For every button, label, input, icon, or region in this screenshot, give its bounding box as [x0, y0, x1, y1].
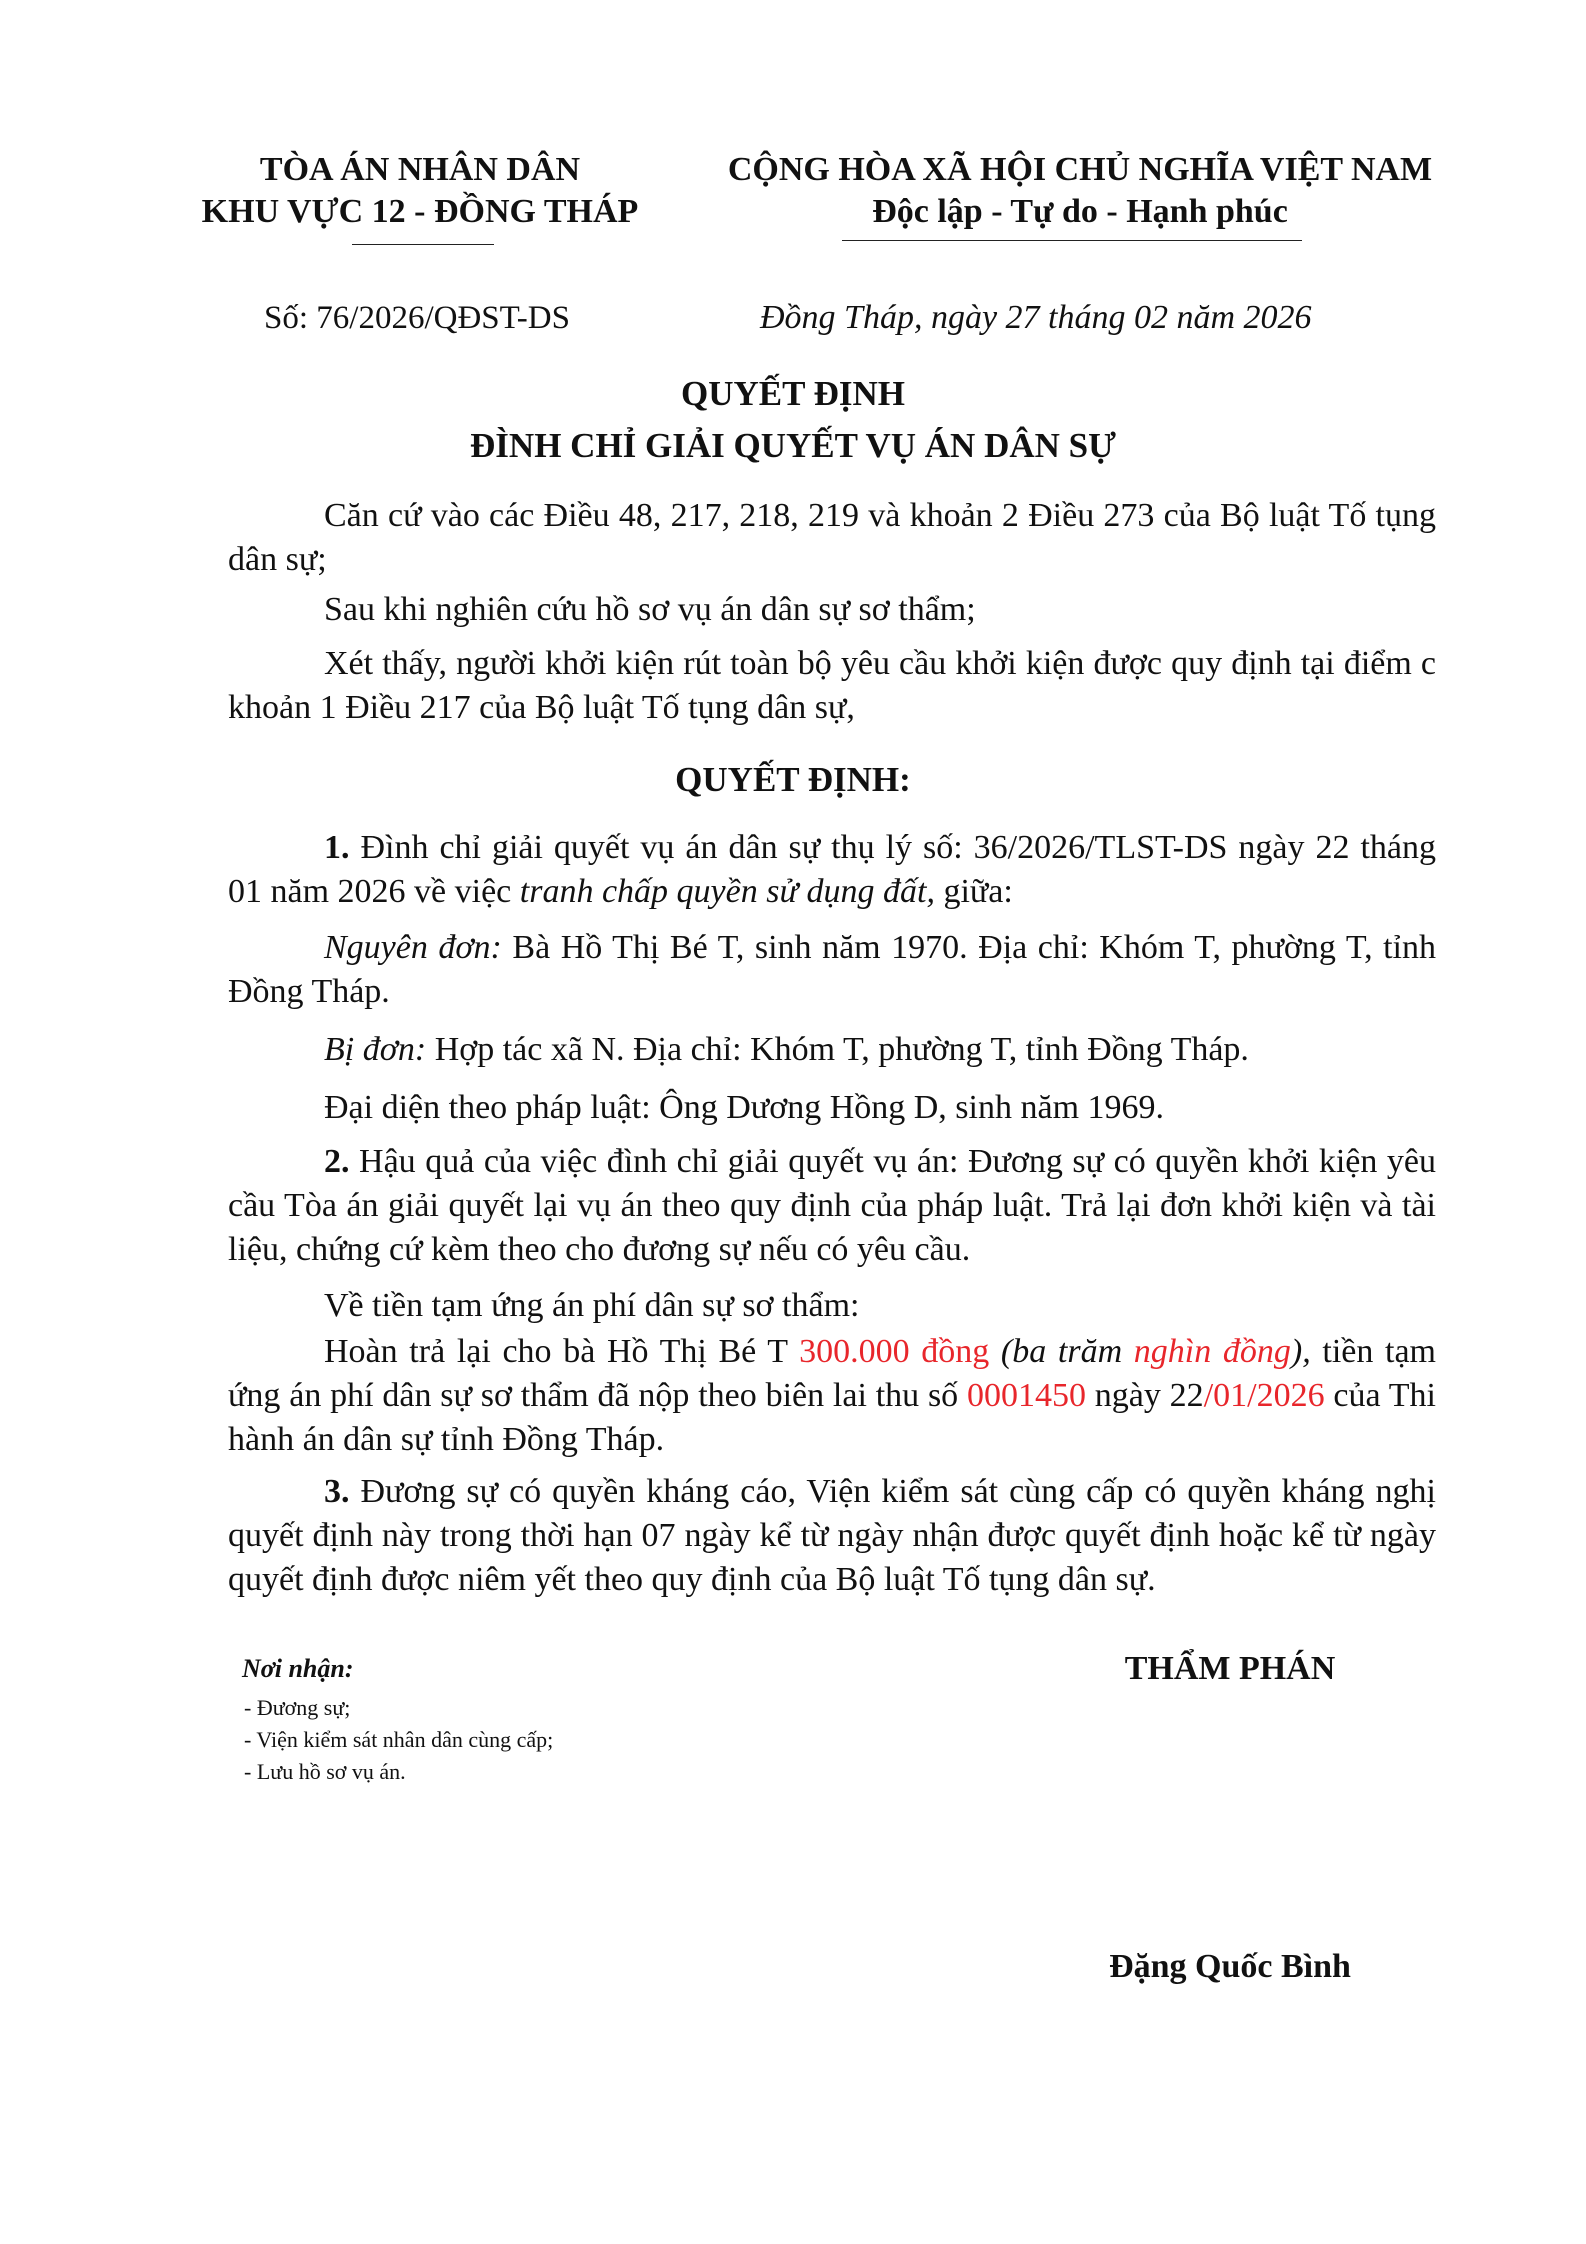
document-number: Số: 76/2026/QĐST-DS [264, 300, 570, 336]
refund-amount-words: nghìn đồng [1133, 1333, 1291, 1370]
court-name-line2: KHU VỰC 12 - ĐỒNG THÁP [201, 193, 639, 230]
plaintiff-text: Bà Hồ Thị Bé T, sinh năm 1970. Địa chỉ: Khóm T, phường T, tỉnh Đồng Tháp. [228, 929, 1436, 1010]
signer-name: Đặng Quốc Bình [1109, 1948, 1351, 1985]
national-title: CỘNG HÒA XÃ HỘI CHỦ NGHĨA VIỆT NAM [727, 151, 1433, 188]
receipt-date: /01/2026 [1203, 1377, 1325, 1414]
plaintiff-info [228, 926, 1436, 1014]
decision-heading: QUYẾT ĐỊNH: [675, 760, 911, 799]
title-decision: QUYẾT ĐỊNH [681, 374, 905, 413]
receipt-number: 0001450 [966, 1377, 1086, 1414]
refund-text-2: tiền tạm ứng án phí dân sự sơ thẩm đã nộp theo biên lai thu số [228, 1333, 1437, 1414]
recipient-item: - Đương sự; [244, 1695, 351, 1720]
recipients-heading: Nơi nhận: [242, 1654, 354, 1683]
preamble-review: Sau khi nghiên cứu hồ sơ vụ án dân sự sơ thẩm; [324, 591, 976, 628]
recipient-item: - Lưu hồ sơ vụ án. [244, 1759, 406, 1784]
item-3-text: Đương sự có quyền kháng cáo, Viện kiểm sát cùng cấp có quyền kháng nghị quyết định này trong thời hạn 07 ngày kể từ ngày nhận được quyết định hoặc kể từ ngày quyết định được niêm yết theo quy định của Bộ luật Tố tụng dân sự. [228, 1473, 1436, 1598]
signature-title: THẨM PHÁN [1124, 1650, 1336, 1687]
legal-representative: Đại diện theo pháp luật: Ông Dương Hồng D, sinh năm 1969. [324, 1089, 1165, 1126]
item-2-number: 2. [324, 1143, 350, 1180]
defendant-label: Bị đơn: [324, 1031, 427, 1068]
defendant-text: Hợp tác xã N. Địa chỉ: Khóm T, phường T, tỉnh Đồng Tháp. [426, 1031, 1249, 1068]
decision-item-2 [228, 1140, 1436, 1272]
refund-words-open: (ba trăm [989, 1333, 1134, 1370]
refund-words-close: ), [1290, 1333, 1311, 1370]
preamble-legal-basis: Căn cứ vào các Điều 48, 217, 218, 219 và khoản 2 Điều 273 của Bộ luật Tố tụng dân sự; [228, 497, 1436, 578]
refund-text: Hoàn trả lại cho bà Hồ Thị Bé T [324, 1333, 800, 1370]
refund-amount: 300.000 đồng [799, 1333, 990, 1370]
national-motto: Độc lập - Tự do - Hạnh phúc [872, 193, 1288, 230]
plaintiff-label: Nguyên đơn: [324, 929, 502, 966]
refund-text-3: ngày 22 [1085, 1377, 1204, 1414]
refund-text-4: của Thi hành án dân sự tỉnh Đồng Tháp. [228, 1377, 1436, 1458]
defendant-info [228, 1028, 1436, 1072]
fee-refund [228, 1330, 1436, 1462]
item-3-number: 3. [324, 1473, 350, 1510]
motto-underline [842, 240, 1302, 241]
court-underline [352, 244, 494, 245]
item-1-text: Đình chỉ giải quyết vụ án dân sự thụ lý số: 36/2026/TLST-DS ngày 22 tháng 01 năm 2026 về việc [228, 829, 1436, 910]
item-1-text-end: giữa: [934, 873, 1013, 910]
title-subject: ĐÌNH CHỈ GIẢI QUYẾT VỤ ÁN DÂN SỰ [470, 426, 1116, 465]
decision-item-1 [228, 826, 1436, 914]
decision-item-3 [228, 1470, 1436, 1602]
dispute-type: tranh chấp quyền sử dụng đất, [519, 873, 935, 910]
fee-heading: Về tiền tạm ứng án phí dân sự sơ thẩm: [324, 1287, 860, 1324]
preamble-finding: Xét thấy, người khởi kiện rút toàn bộ yêu cầu khởi kiện được quy định tại điểm c khoản 1 Điều 217 của Bộ luật Tố tụng dân sự, [228, 645, 1436, 726]
item-2-text: Hậu quả của việc đình chỉ giải quyết vụ án: Đương sự có quyền khởi kiện yêu cầu Tòa án giải quyết lại vụ án theo quy định của pháp luật. Trả lại đơn khởi kiện và tài liệu, chứng cứ kèm theo cho đương sự nếu có yêu cầu. [228, 1143, 1436, 1268]
place-date: Đồng Tháp, ngày 27 tháng 02 năm 2026 [760, 299, 1312, 336]
court-name-line1: TÒA ÁN NHÂN DÂN [259, 151, 581, 188]
recipient-item: - Viện kiểm sát nhân dân cùng cấp; [244, 1727, 554, 1752]
item-1-number: 1. [324, 829, 350, 866]
